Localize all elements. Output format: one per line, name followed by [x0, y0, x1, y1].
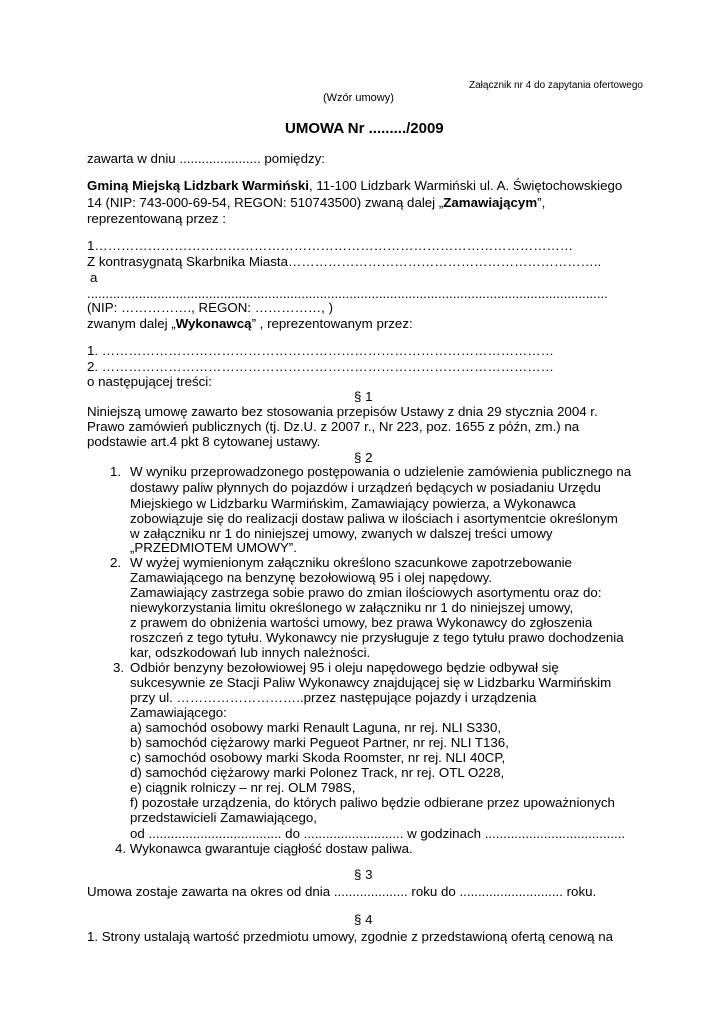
representative-2: 2. ………………………………………………………………………………………… [87, 359, 554, 374]
and-word: a [90, 270, 98, 285]
content-intro: o następującej treści: [87, 374, 212, 389]
item-3-line: przy ul. ………………………..przez następujące pojazdy i urządzenia [130, 690, 537, 705]
item-2-line: W wyżej wymienionym załączniku określono szacunkowe zapotrzebowanie [130, 555, 572, 570]
item-3-line: d) samochód ciężarowy marki Polonez Track, nr rej. OTL O228, [130, 765, 505, 780]
party-role-close: ”, [537, 195, 546, 210]
item-3-line: b) samochód ciężarowy marki Pegueot Partner, nr rej. NLI T136, [130, 735, 509, 750]
contractor-post: ” , reprezentowanym przez: [251, 316, 413, 331]
item-3-line: c) samochód osobowy marki Skoda Roomster, nr rej. NLI 40CP, [130, 750, 506, 765]
concluded-line: zawarta w dniu ...................... pomiędzy: [87, 151, 325, 166]
nip-regon-line: (NIP: ……………., REGON: ……………, ) [87, 300, 333, 315]
item-3-line: Zamawiającego: [130, 705, 227, 720]
representative-1: 1. ………………………………………………………………………………………… [87, 343, 554, 358]
section-1-line: Niniejszą umowę zawarto bez stosowania przepisów Ustawy z dnia 29 stycznia 2004 r. [87, 404, 598, 419]
section-3-text: Umowa zostaje zawarta na okres od dnia .................... roku do ............................ roku. [87, 884, 597, 899]
party-ids: 14 (NIP: 743-000-69-54, REGON: 510743500) zwaną dalej „ [87, 195, 444, 210]
contract-title: UMOWA Nr ........./2009 [285, 120, 444, 137]
section-2-mark: § 2 [354, 450, 373, 465]
item-3-line: f) pozostałe urządzenia, do których paliwo będzie odbierane przez upoważnionych [130, 795, 615, 810]
item-3-line: e) ciągnik rolniczy – nr rej. OLM 798S, [130, 780, 356, 795]
item-2-line: roszczeń z tego tytułu. Wykonawcy nie przysługuje z tego tytułu prawo dochodzenia [130, 630, 624, 645]
item-1-line: zobowiązuje się do realizacji dostaw paliwa w ilościach i asortymentcie określonym [130, 511, 618, 526]
item-2-line: Zamawiającego na benzynę bezołowiową 95 i olej napędowy. [130, 570, 492, 585]
party-address: , 11-100 Lidzbark Warmiński ul. A. Świętochowskiego [308, 178, 623, 193]
item-1-line: „PRZEDMIOTEM UMOWY”. [130, 540, 297, 555]
item-1-line: W wyniku przeprowadzonego postępowania o udzielenie zamówienia publicznego na [130, 464, 632, 479]
party-line-1 [87, 178, 622, 194]
item-4: 4. Wykonawca gwarantuje ciągłość dostaw paliwa. [115, 841, 413, 856]
signatory-1-line: 1……………………………………………………………………………………………… [87, 238, 574, 253]
contractor-pre: zwanym dalej „ [87, 316, 176, 331]
contractor-dots: ............................................................................................................................................. [87, 286, 608, 301]
item-3-line: przedstawicieli Zamawiającego, [130, 810, 317, 825]
item-3-line: sukcesywnie ze Stacji Paliw Wykonawcy znajdującej się w Lidzbarku Warmińskim [130, 675, 612, 690]
item-1-line: Miejskiego w Lidzbarku Warmińskim, Zamawiający powierza, a Wykonawca [130, 496, 576, 511]
item-1-line: dostawy paliw płynnych do pojazdów i urządzeń będących w posiadaniu Urzędu [130, 480, 601, 495]
contractor-line [87, 316, 413, 332]
template-label: (Wzór umowy) [323, 92, 394, 104]
item-2-line: Zamawiający zastrzega sobie prawo do zmian ilościowych asortymentu oraz do: [130, 585, 602, 600]
section-1-mark: § 1 [354, 389, 373, 404]
item-3-line: od .................................... do ........................... w godzinach ...................................... [130, 826, 626, 841]
section-3-mark: § 3 [354, 867, 373, 882]
item-2-line: niewykorzystania limitu określonego w załączniku nr 1 do niniejszej umowy, [130, 600, 574, 615]
attachment-note: Załącznik nr 4 do zapytania ofertowego [469, 80, 643, 91]
represented-by: reprezentowaną przez : [87, 211, 226, 226]
party-name: Gminą Miejską Lidzbark Warmiński [87, 178, 309, 193]
party-role: Zamawiającym [443, 195, 538, 210]
item-3-line: Odbiór benzyny bezołowiowej 95 i oleju napędowego będzie odbywał się [130, 660, 559, 675]
item-2-line: kar, odszkodowań lub innych należności. [130, 645, 371, 660]
countersign-line: Z kontrasygnatą Skarbnika Miasta…………………………………………………………….. [87, 254, 602, 269]
item-2-line: z prawem do obniżenia wartości umowy, bez prawa Wykonawcy do zgłoszenia [130, 615, 593, 630]
item-3-line: a) samochód osobowy marki Renault Laguna, nr rej. NLI S330, [130, 720, 502, 735]
section-1-line: Prawo zamówień publicznych (tj. Dz.U. z 2007 r., Nr 223, poz. 1655 z późn, zm.) na [87, 419, 580, 434]
item-1-line: w załączniku nr 1 do niniejszej umowy, zwanych w dalszej treści umowy [130, 526, 553, 541]
item-3-number: 3. [113, 660, 125, 675]
item-1-number: 1. [110, 464, 122, 479]
section-4-text: 1. Strony ustalają wartość przedmiotu umowy, zgodnie z przedstawioną ofertą cenową na [87, 929, 613, 944]
item-2-number: 2. [110, 555, 122, 570]
party-line-2 [87, 195, 545, 211]
section-1-line: podstawie art.4 pkt 8 cytowanej ustawy. [87, 434, 321, 449]
section-4-mark: § 4 [354, 912, 373, 927]
contractor-role: Wykonawcą [175, 316, 252, 331]
